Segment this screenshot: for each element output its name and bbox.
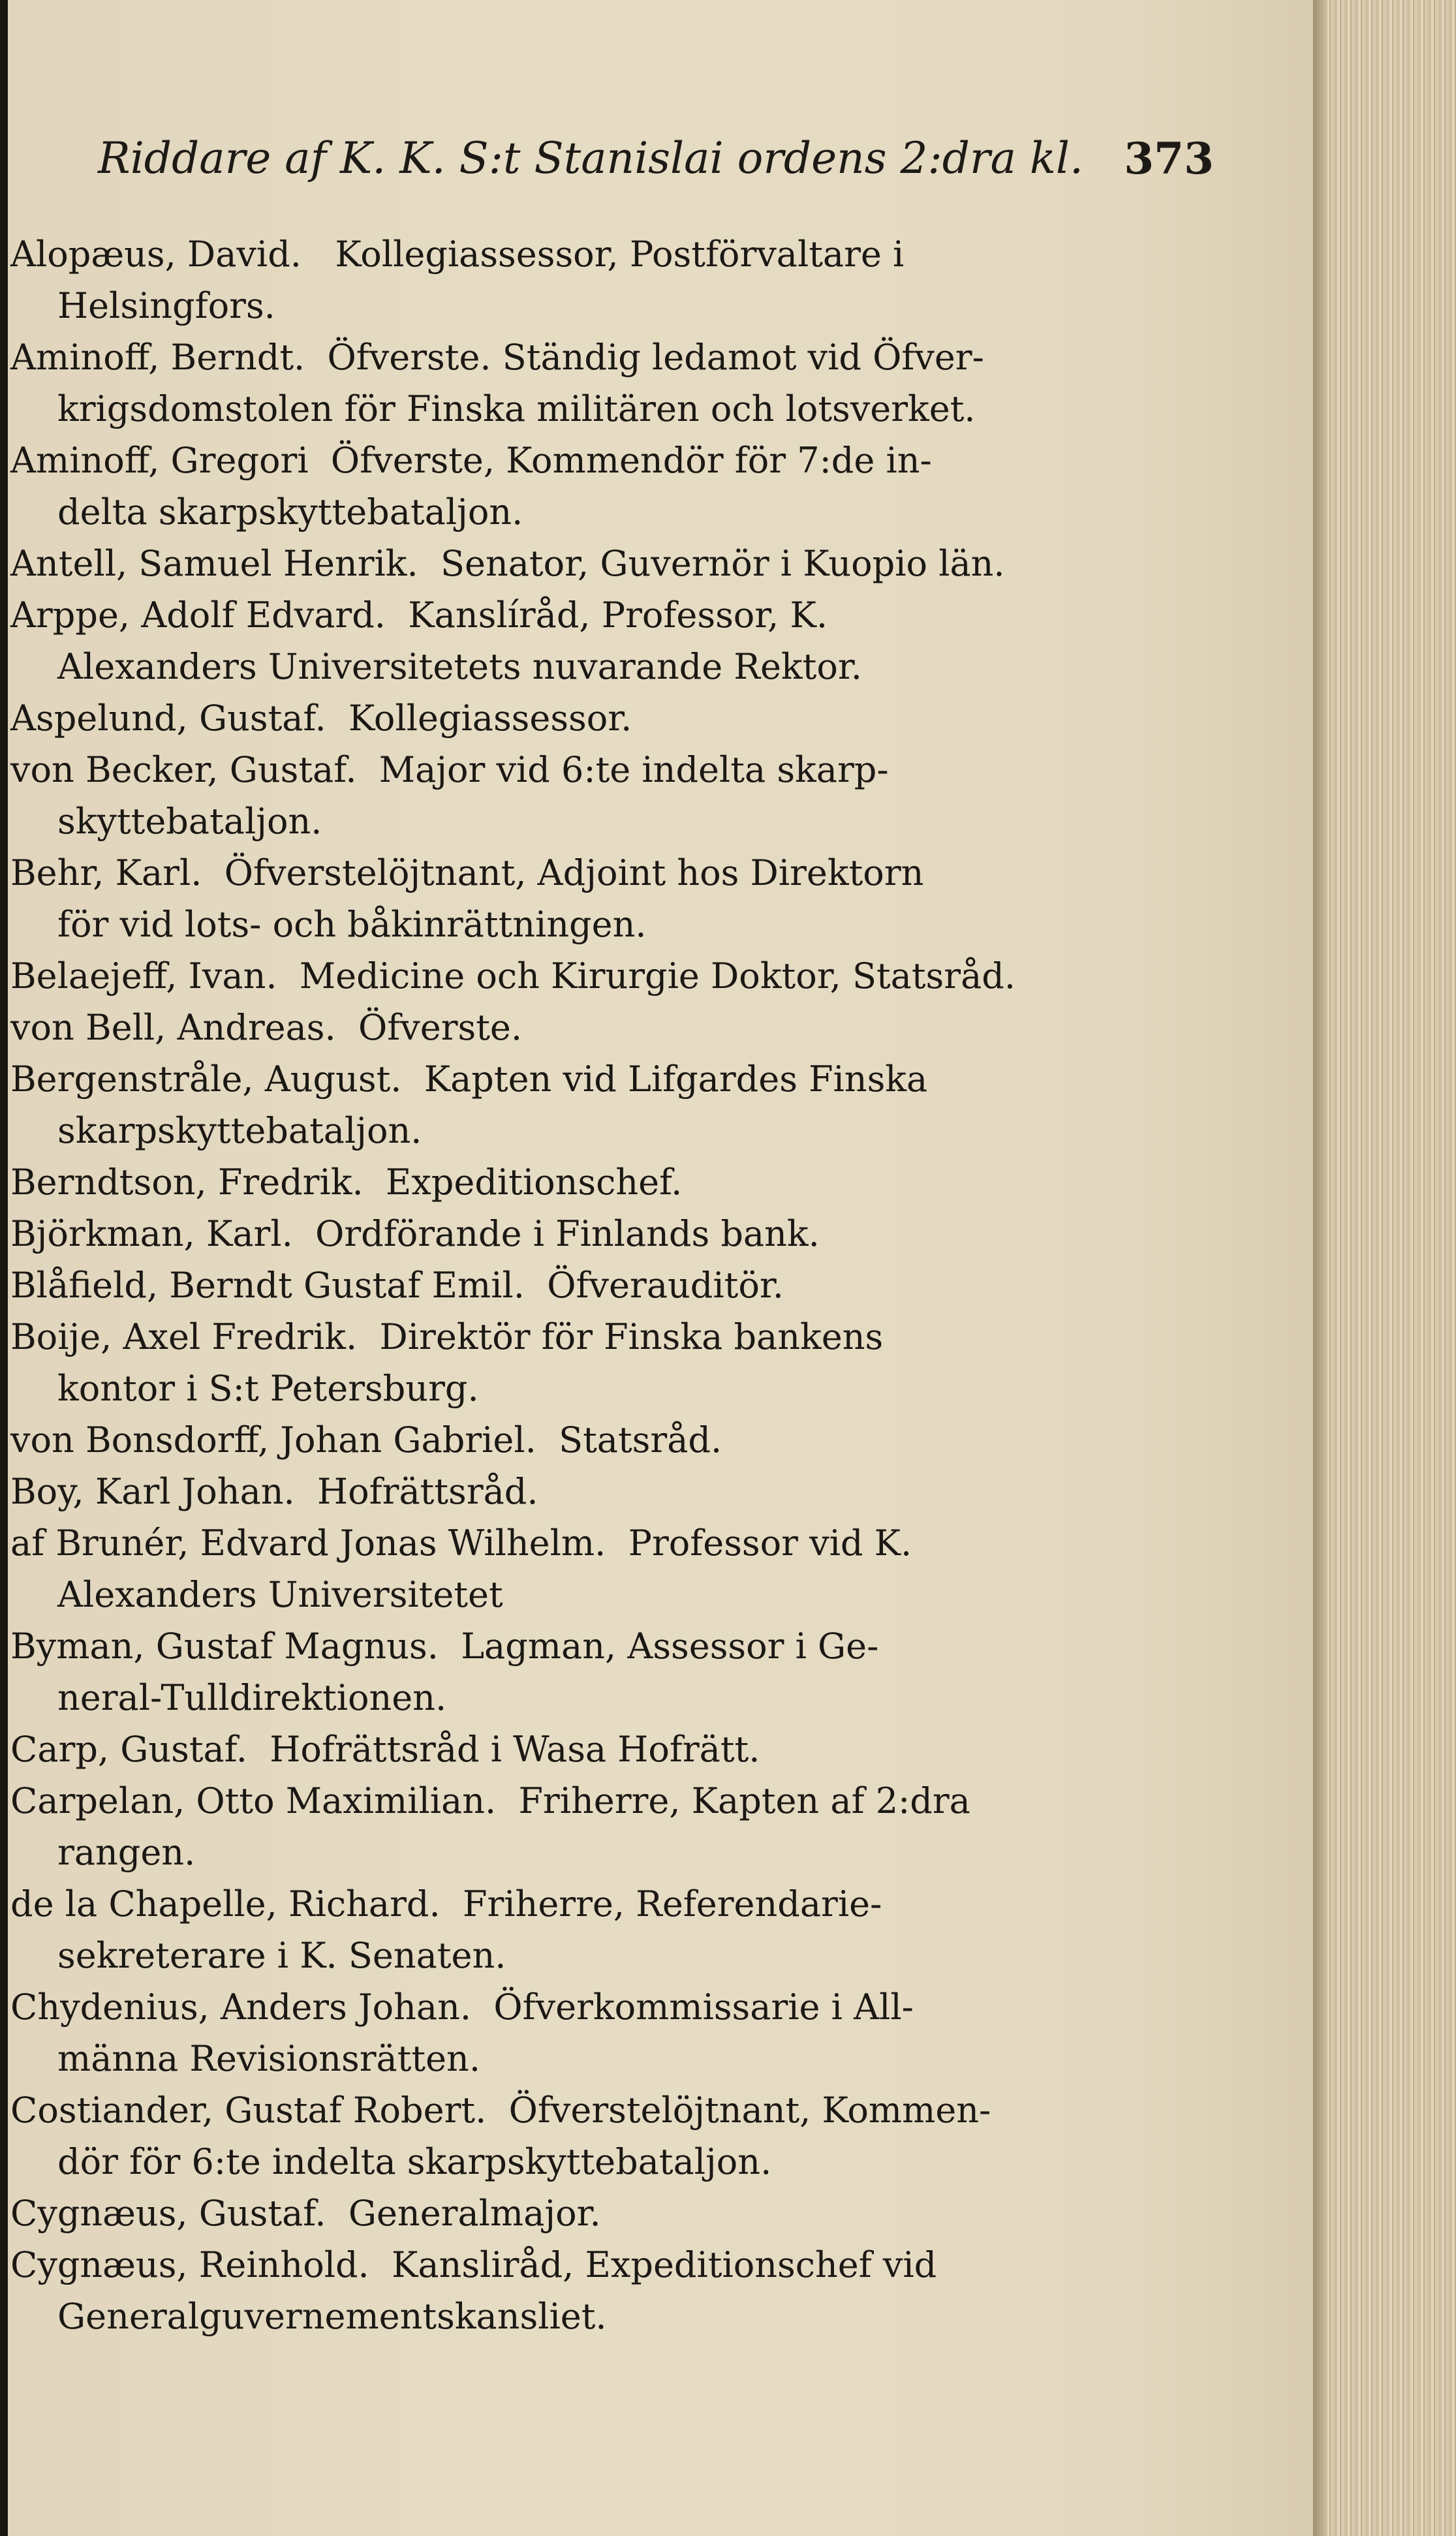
running-header [98, 127, 1214, 190]
entry-continuation: krigsdomstolen för Finska militären och lotsverket. [57, 388, 976, 429]
entry-line: Belaejeff, Ivan. Medicine och Kirurgie Doktor, Statsråd. [10, 955, 1016, 997]
entry-line: Berndtson, Fredrik. Expeditionschef. [10, 1162, 683, 1203]
entry-line: Carpelan, Otto Maximilian. Friherre, Kapten af 2:dra [10, 1780, 970, 1821]
entry-line: Bergenstråle, August. Kapten vid Lifgardes Finska [10, 1059, 928, 1100]
entry-line: Aspelund, Gustaf. Kollegiassessor. [10, 698, 632, 739]
page-edges [1313, 0, 1456, 2536]
entry-continuation: skyttebataljon. [57, 801, 322, 842]
member-entry [10, 2239, 1224, 2342]
entry-continuation: dör för 6:te indelta skarpskyttebataljon. [57, 2141, 772, 2182]
member-entry [10, 1260, 1224, 1311]
entry-continuation: Alexanders Universitetet [57, 1574, 503, 1615]
member-entry [10, 847, 1224, 950]
member-entry [10, 538, 1224, 589]
member-entry [10, 1775, 1224, 1878]
member-entry [10, 1878, 1224, 1981]
member-entry [10, 1002, 1224, 1053]
member-entry [10, 589, 1224, 692]
binding-shadow [0, 0, 8, 2536]
member-entry [10, 2188, 1224, 2239]
member-entry [10, 1724, 1224, 1775]
entry-line: Cygnæus, Gustaf. Generalmajor. [10, 2193, 601, 2234]
member-entry [10, 228, 1224, 332]
entry-continuation: för vid lots- och båkinrättningen. [57, 904, 647, 945]
member-entry [10, 2084, 1224, 2188]
member-entry [10, 1311, 1224, 1414]
member-entry [10, 1053, 1224, 1156]
running-title: Riddare af K. K. S:t Stanislai ordens 2:dra kl. [98, 133, 1083, 183]
member-entry [10, 744, 1224, 847]
member-entry [10, 1517, 1224, 1620]
entry-continuation: skarpskyttebataljon. [57, 1110, 422, 1151]
entry-line: von Bonsdorff, Johan Gabriel. Statsråd. [10, 1419, 722, 1461]
entry-line: de la Chapelle, Richard. Friherre, Referendarie- [10, 1883, 882, 1925]
entry-line: Boije, Axel Fredrik. Direktör för Finska bankens [10, 1316, 884, 1357]
entry-line: Björkman, Karl. Ordförande i Finlands bank. [10, 1213, 820, 1254]
member-entry [10, 950, 1224, 1002]
member-entry [10, 1208, 1224, 1260]
member-entry [10, 1466, 1224, 1517]
member-entry [10, 435, 1224, 538]
entry-line: Aminoff, Gregori Öfverste, Kommendör för 7:de in- [10, 440, 932, 481]
member-entry [10, 1981, 1224, 2084]
entry-continuation: sekreterare i K. Senaten. [57, 1935, 506, 1976]
entry-continuation: Alexanders Universitetets nuvarande Rektor. [57, 646, 862, 687]
page-gutter [1313, 0, 1327, 2536]
page-number: 373 [1124, 133, 1214, 184]
member-entry [10, 692, 1224, 744]
entry-line: Arppe, Adolf Edvard. Kanslíråd, Professor, K. [10, 595, 828, 636]
member-entry [10, 1156, 1224, 1208]
entry-line: Alopæus, David. Kollegiassessor, Postförvaltare i [10, 234, 905, 275]
entry-line: von Becker, Gustaf. Major vid 6:te indelta skarp- [10, 749, 889, 790]
entry-line: Byman, Gustaf Magnus. Lagman, Assessor i Ge- [10, 1626, 879, 1667]
member-list [10, 228, 1224, 2342]
entry-line: af Brunér, Edvard Jonas Wilhelm. Professor vid K. [10, 1523, 912, 1564]
entry-line: Costiander, Gustaf Robert. Öfverstelöjtnant, Kommen- [10, 2090, 991, 2131]
entry-continuation: delta skarpskyttebataljon. [57, 491, 523, 533]
member-entry [10, 332, 1224, 435]
member-entry [10, 1414, 1224, 1466]
entry-line: Behr, Karl. Öfverstelöjtnant, Adjoint hos Direktorn [10, 852, 924, 893]
entry-continuation: Helsingfors. [57, 285, 275, 326]
entry-line: Chydenius, Anders Johan. Öfverkommissarie i All- [10, 1987, 914, 2028]
entry-line: Carp, Gustaf. Hofrättsråd i Wasa Hofrätt. [10, 1729, 760, 1770]
entry-line: von Bell, Andreas. Öfverste. [10, 1007, 523, 1048]
entry-line: Blåfield, Berndt Gustaf Emil. Öfverauditör. [10, 1265, 784, 1306]
entry-continuation: Generalguvernementskansliet. [57, 2296, 607, 2337]
entry-continuation: neral-Tulldirektionen. [57, 1677, 447, 1718]
entry-continuation: rangen. [57, 1832, 196, 1873]
member-entry [10, 1620, 1224, 1724]
entry-line: Boy, Karl Johan. Hofrättsråd. [10, 1471, 538, 1512]
entry-continuation: kontor i S:t Petersburg. [57, 1368, 479, 1409]
entry-line: Aminoff, Berndt. Öfverste. Ständig ledamot vid Öfver- [10, 337, 984, 378]
entry-line: Cygnæus, Reinhold. Kansliråd, Expeditionschef vid [10, 2244, 937, 2285]
entry-line: Antell, Samuel Henrik. Senator, Guvernör i Kuopio län. [10, 543, 1005, 584]
entry-continuation: männa Revisionsrätten. [57, 2038, 480, 2079]
